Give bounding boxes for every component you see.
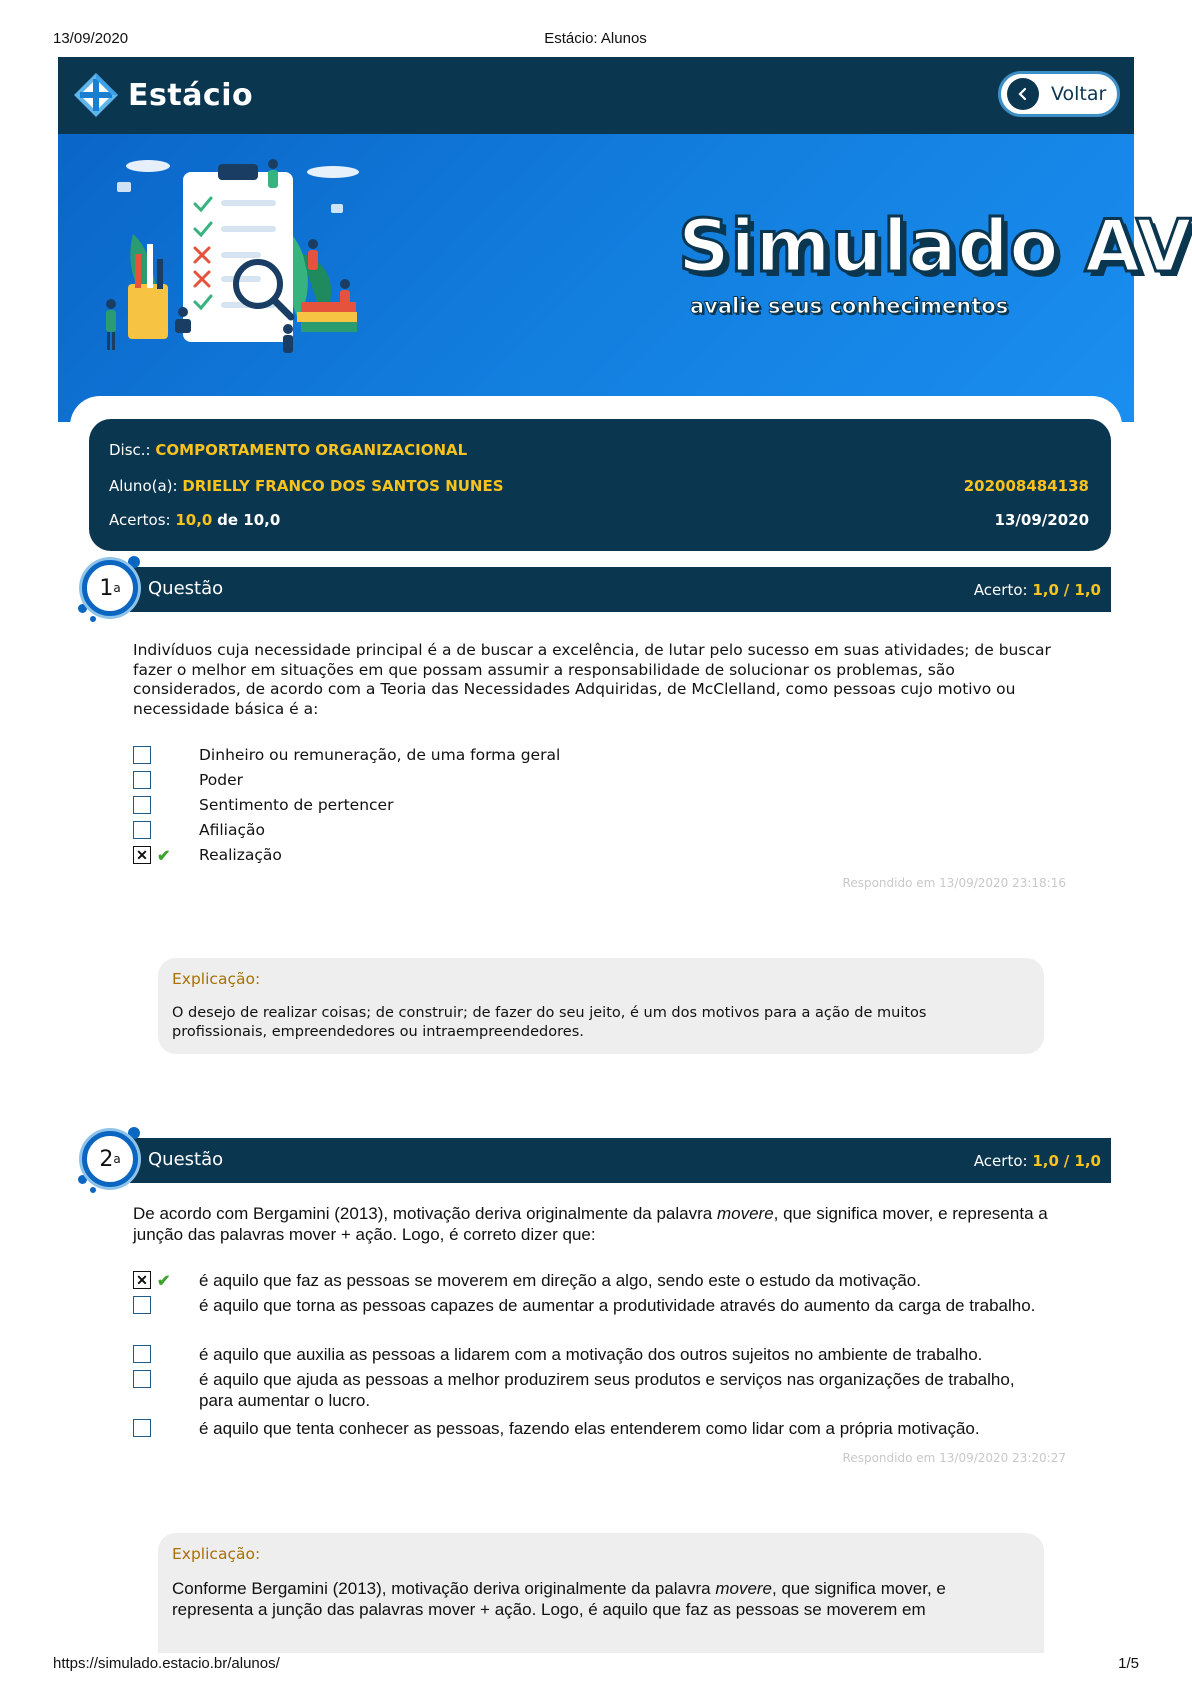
explanation-title: Explicação: [172, 970, 261, 988]
chevron-left-icon [1007, 78, 1039, 110]
logo-text: Estácio [128, 77, 254, 113]
question-1-text: Indivíduos cuja necessidade principal é a de buscar a excelência, de lutar pelo sucesso em suas atividades; de buscar fazer o melhor em situações em que possam assumir a responsabilidade de solucionar os problemas, são considerados, de acordo com a Teoria das Necessidades Adquiridas, de McClelland, como pessoas cujo motivo ou necessidade básica é a: [133, 641, 1051, 718]
discipline-value: COMPORTAMENTO ORGANIZACIONAL [155, 441, 468, 459]
option-label: é aquilo que ajuda as pessoas a melhor produzirem seus produtos e serviços nas organizações de trabalho, para aumentar o lucro. [199, 1370, 1015, 1410]
question-2-explanation [158, 1533, 1044, 1653]
question-2-option-2[interactable] [133, 1295, 1093, 1316]
checkbox[interactable] [133, 771, 151, 789]
question-2-badge [76, 1125, 146, 1195]
hero-banner [58, 134, 1192, 422]
badge-dot [128, 556, 140, 568]
score-label: Acertos: [109, 511, 171, 529]
print-title: Estácio: Alunos [544, 30, 647, 47]
checkbox[interactable] [133, 821, 151, 839]
question-2-score-label: Acerto: [973, 1152, 1028, 1170]
question-2-score-total: / 1,0 [1063, 1152, 1101, 1170]
question-1-score-total: / 1,0 [1063, 581, 1101, 599]
estacio-logo-icon [72, 71, 120, 119]
checkbox-checked[interactable]: ✕ [133, 846, 151, 864]
badge-dot [90, 616, 96, 622]
checklist-illustration [83, 144, 383, 384]
question-2-answered-time: Respondido em 13/09/2020 23:20:27 [842, 1451, 1066, 1465]
option-label: Dinheiro ou remuneração, de uma forma geral [199, 746, 561, 764]
question-1-number: 1 a [82, 560, 138, 616]
print-header [0, 30, 1191, 50]
print-footer [0, 1655, 1191, 1675]
question-1-score [974, 581, 1101, 599]
option-label: é aquilo que tenta conhecer as pessoas, fazendo elas entenderem como lidar com a própria motivação. [199, 1419, 980, 1438]
question-2-text: De acordo com Bergamini (2013), motivação deriva originalmente da palavra movere, que significa mover, e representa a junção das palavras mover + ação. Logo, é correto dizer que: [133, 1204, 1048, 1244]
print-url: https://simulado.estacio.br/alunos/ [53, 1655, 280, 1672]
banner-title: Simulado AV [678, 204, 1192, 288]
checkbox[interactable] [133, 796, 151, 814]
discipline-label: Disc.: [109, 441, 151, 459]
badge-dot [78, 1175, 87, 1184]
explanation-text: O desejo de realizar coisas; de construir; de fazer do seu jeito, é um dos motivos para a ação de muitos profissionais, empreendedores ou intraempreendedores. [172, 1005, 927, 1040]
checkbox[interactable] [133, 1296, 151, 1314]
option-label: é aquilo que auxilia as pessoas a lidarem com a motivação dos outros sujeitos no ambiente de trabalho. [199, 1345, 983, 1364]
question-2-option-5[interactable] [133, 1418, 1093, 1439]
question-2-number: 2 a [82, 1131, 138, 1187]
question-1-option-4[interactable] [133, 820, 1093, 840]
badge-dot [90, 1187, 96, 1193]
question-1-explanation [158, 958, 1044, 1054]
checkbox[interactable] [133, 1419, 151, 1437]
option-label: é aquilo que torna as pessoas capazes de aumentar a produtividade através do aumento da carga de trabalho. [199, 1296, 1036, 1315]
back-button[interactable] [998, 71, 1120, 117]
option-label: Afiliação [199, 821, 265, 839]
question-1-option-5[interactable] [133, 845, 1093, 866]
question-1-option-3[interactable] [133, 795, 1093, 815]
explanation-title: Explicação: [172, 1545, 261, 1563]
question-1-answered-time: Respondido em 13/09/2020 23:18:16 [842, 876, 1066, 890]
question-1-title: Questão [148, 578, 224, 599]
question-1-score-value: 1,0 [1032, 581, 1059, 599]
discipline-row [109, 441, 467, 459]
option-label: é aquilo que faz as pessoas se moverem em direção a algo, sendo este o estudo da motivação. [199, 1271, 921, 1290]
checkbox[interactable] [133, 746, 151, 764]
explanation-text: Conforme Bergamini (2013), motivação deriva originalmente da palavra movere, que significa mover, e representa a junção das palavras mover + ação. Logo, é aquilo que faz as pessoas se moverem em [172, 1579, 946, 1619]
score-row [109, 511, 280, 529]
correct-check-icon: ✔ [157, 1273, 171, 1290]
question-2-title: Questão [148, 1149, 224, 1170]
checkbox[interactable] [133, 1345, 151, 1363]
student-row [109, 477, 504, 495]
question-1-score-label: Acerto: [973, 581, 1028, 599]
print-date: 13/09/2020 [53, 30, 129, 47]
question-2-option-4[interactable] [133, 1369, 1093, 1411]
question-2-option-1[interactable] [133, 1270, 1093, 1291]
exam-date: 13/09/2020 [994, 511, 1089, 529]
student-label: Aluno(a): [109, 477, 178, 495]
question-1-badge [76, 554, 146, 624]
print-page-number: 1/5 [1118, 1655, 1139, 1672]
student-info-card [89, 419, 1111, 551]
question-2-score-value: 1,0 [1032, 1152, 1059, 1170]
question-2-header [130, 1138, 1111, 1183]
question-1-option-1[interactable] [133, 745, 1093, 765]
option-label: Realização [199, 846, 282, 864]
question-1-header [130, 567, 1111, 612]
question-2-option-3[interactable] [133, 1344, 1093, 1365]
student-id: 202008484138 [963, 477, 1089, 495]
score-total: de 10,0 [217, 511, 281, 529]
question-2-score [974, 1152, 1101, 1170]
badge-dot [78, 604, 87, 613]
option-label: Poder [199, 771, 244, 789]
correct-check-icon: ✔ [157, 848, 171, 865]
question-1-option-2[interactable] [133, 770, 1093, 790]
score-value: 10,0 [175, 511, 213, 529]
estacio-logo[interactable] [72, 70, 253, 120]
checkbox[interactable] [133, 1370, 151, 1388]
banner-subtitle: avalie seus conhecimentos [690, 294, 1009, 318]
option-label: Sentimento de pertencer [199, 796, 394, 814]
top-bar [58, 57, 1134, 134]
badge-dot [128, 1127, 140, 1139]
student-name: DRIELLY FRANCO DOS SANTOS NUNES [182, 477, 504, 495]
back-button-label: Voltar [1051, 83, 1107, 105]
checkbox-checked[interactable]: ✕ [133, 1271, 151, 1289]
